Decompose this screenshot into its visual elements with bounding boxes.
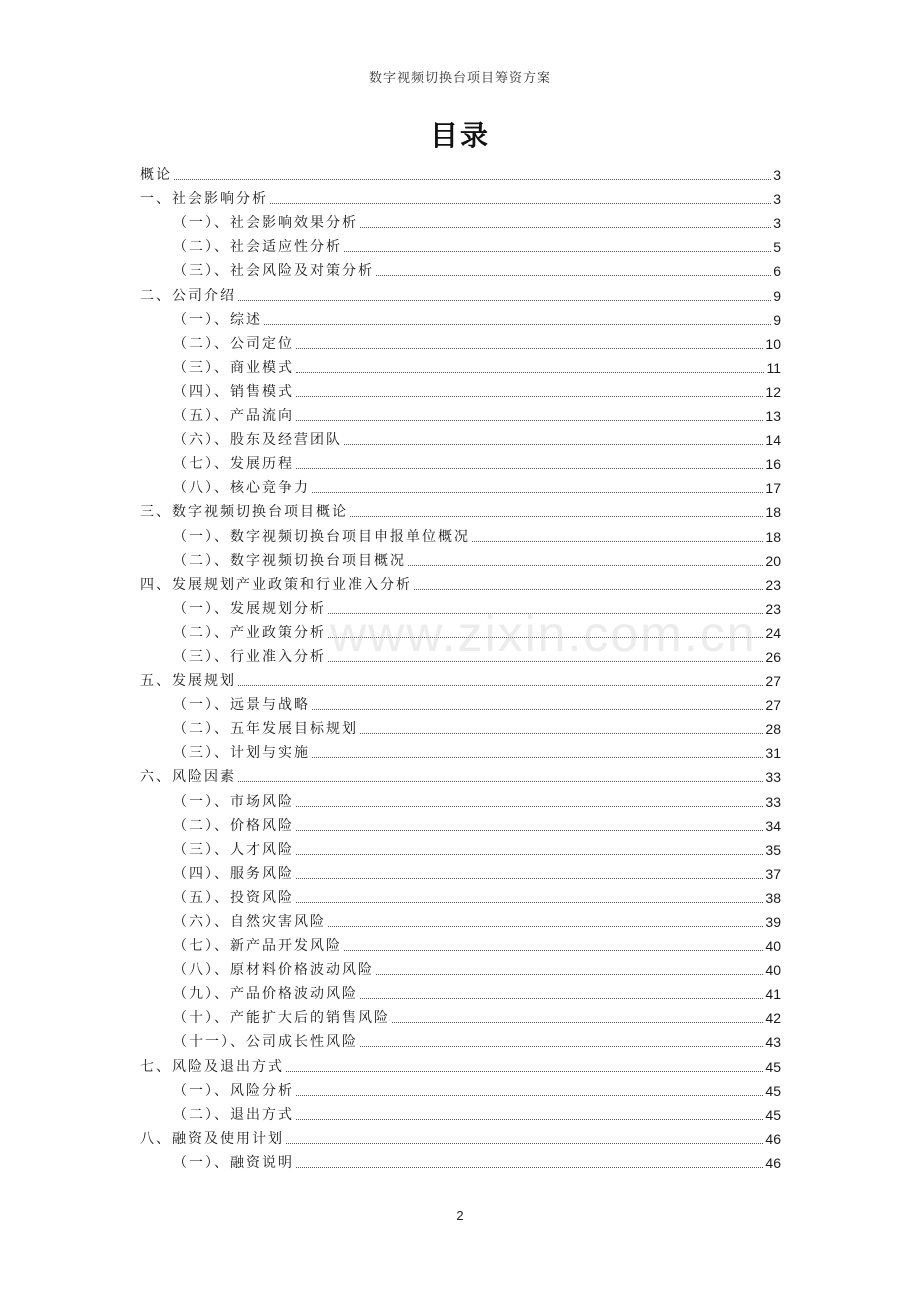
toc-entry-label: （三）、计划与实施 bbox=[173, 745, 310, 762]
watermark: www.zixin.com.cn bbox=[330, 606, 757, 662]
toc-entry-page: 43 bbox=[765, 1034, 781, 1051]
toc-entry-label: 八、融资及使用计划 bbox=[140, 1130, 284, 1147]
toc-entry-page: 3 bbox=[773, 167, 781, 184]
toc-entry[interactable] bbox=[140, 763, 781, 787]
dot-leader bbox=[344, 444, 763, 445]
dot-leader bbox=[408, 565, 763, 566]
dot-leader bbox=[296, 1119, 763, 1120]
toc-entry-label: 二、公司介绍 bbox=[140, 287, 236, 304]
toc-entry-label: （六）、自然灾害风险 bbox=[173, 914, 326, 930]
dot-leader bbox=[296, 348, 763, 349]
toc-entry-label: （三）、商业模式 bbox=[173, 359, 294, 376]
toc-entry[interactable] bbox=[140, 426, 781, 450]
toc-entry-page: 46 bbox=[765, 1154, 781, 1171]
dot-leader bbox=[360, 733, 763, 734]
toc-entry-label: 五、发展规划 bbox=[140, 673, 236, 690]
dot-leader bbox=[360, 227, 771, 228]
toc-entry[interactable] bbox=[140, 161, 781, 185]
toc-entry-label: 概论 bbox=[140, 167, 172, 184]
dot-leader bbox=[296, 1095, 763, 1096]
toc-entry-label: （四）、销售模式 bbox=[173, 383, 294, 400]
toc-entry[interactable] bbox=[140, 257, 781, 281]
toc-entry-label: （一）、远景与战略 bbox=[173, 697, 310, 714]
toc-entry-page: 9 bbox=[773, 287, 781, 304]
dot-leader bbox=[344, 251, 771, 252]
toc-entry-label: （九）、产品价格波动风险 bbox=[173, 986, 358, 1003]
toc-entry-label: （五）、产品流向 bbox=[173, 408, 294, 425]
toc-entry[interactable] bbox=[140, 1149, 781, 1173]
toc-entry-page: 42 bbox=[765, 1010, 781, 1027]
toc-entry-label: 六、风险因素 bbox=[140, 769, 236, 786]
toc-entry[interactable] bbox=[140, 1101, 781, 1125]
toc-entry-page: 17 bbox=[765, 480, 781, 497]
toc-entry[interactable] bbox=[140, 498, 781, 522]
toc-title: 目录 bbox=[429, 119, 490, 152]
toc-entry-label: （二）、价格风险 bbox=[173, 817, 294, 834]
toc-entry-page: 3 bbox=[773, 215, 781, 232]
toc-entry[interactable] bbox=[140, 932, 781, 956]
toc-entry[interactable] bbox=[140, 378, 781, 402]
dot-leader bbox=[472, 541, 763, 542]
dot-leader bbox=[328, 926, 763, 927]
toc-entry[interactable] bbox=[140, 836, 781, 860]
toc-entry-label: （一）、融资说明 bbox=[173, 1154, 294, 1171]
toc-entry-label: （一）、综述 bbox=[173, 311, 262, 328]
toc-entry[interactable] bbox=[140, 595, 781, 619]
toc-entry-page: 24 bbox=[765, 624, 781, 641]
toc-entry-page: 27 bbox=[765, 697, 781, 714]
toc-entry-page: 12 bbox=[765, 383, 781, 400]
toc-entry-page: 11 bbox=[766, 359, 781, 376]
toc-entry-label: （八）、原材料价格波动风险 bbox=[173, 962, 374, 979]
toc-entry[interactable] bbox=[140, 281, 781, 305]
toc-entry[interactable] bbox=[140, 547, 781, 571]
toc-entry-label: （一）、社会影响效果分析 bbox=[173, 215, 358, 232]
toc-entry-page: 18 bbox=[765, 504, 781, 521]
toc-entry[interactable] bbox=[140, 980, 781, 1004]
toc-entry[interactable] bbox=[140, 1125, 781, 1149]
dot-leader bbox=[296, 854, 763, 855]
dot-leader bbox=[296, 372, 764, 373]
dot-leader bbox=[328, 613, 763, 614]
toc-entry[interactable] bbox=[140, 787, 781, 811]
toc-entry-page: 38 bbox=[765, 889, 781, 906]
toc-entry-page: 5 bbox=[773, 239, 781, 256]
toc-entry[interactable] bbox=[140, 233, 781, 257]
toc-entry-page: 41 bbox=[765, 986, 781, 1003]
toc-entry-page: 31 bbox=[765, 745, 781, 762]
toc-entry-page: 28 bbox=[765, 721, 781, 738]
table-of-contents bbox=[140, 161, 781, 1173]
dot-leader bbox=[296, 806, 763, 807]
toc-entry-label: （十一）、公司成长性风险 bbox=[173, 1034, 358, 1051]
toc-entry[interactable] bbox=[140, 1077, 781, 1101]
dot-leader bbox=[264, 324, 771, 325]
dot-leader bbox=[296, 420, 763, 421]
toc-entry-label: （一）、市场风险 bbox=[173, 793, 294, 810]
toc-entry-page: 10 bbox=[765, 335, 781, 352]
toc-entry-label: （一）、发展规划分析 bbox=[173, 600, 326, 617]
toc-entry[interactable] bbox=[140, 1004, 781, 1028]
toc-entry[interactable] bbox=[140, 450, 781, 474]
toc-entry-label: （三）、人才风险 bbox=[173, 841, 294, 858]
toc-entry-page: 26 bbox=[765, 648, 781, 665]
toc-entry-label: 七、风险及退出方式 bbox=[140, 1058, 284, 1075]
toc-entry-page: 6 bbox=[773, 263, 781, 280]
dot-leader bbox=[414, 589, 763, 590]
dot-leader bbox=[312, 709, 763, 710]
toc-entry-label: （三）、社会风险及对策分析 bbox=[173, 263, 374, 280]
toc-entry-page: 3 bbox=[773, 191, 781, 208]
toc-entry[interactable] bbox=[140, 185, 781, 209]
toc-entry-label: （六）、股东及经营团队 bbox=[173, 432, 342, 449]
toc-entry-label: （一）、数字视频切换台项目申报单位概况 bbox=[173, 528, 470, 545]
toc-entry-page: 39 bbox=[765, 914, 781, 930]
toc-entry[interactable] bbox=[140, 571, 781, 595]
toc-entry-page: 13 bbox=[765, 408, 781, 425]
toc-entry-label: （二）、五年发展目标规划 bbox=[173, 721, 358, 738]
toc-entry-page: 23 bbox=[765, 600, 781, 617]
toc-entry[interactable] bbox=[140, 619, 781, 643]
toc-entry-label: （八）、核心竞争力 bbox=[173, 480, 310, 497]
toc-entry[interactable] bbox=[140, 715, 781, 739]
toc-entry[interactable] bbox=[140, 306, 781, 330]
dot-leader bbox=[286, 1071, 763, 1072]
toc-entry-label: （三）、行业准入分析 bbox=[173, 648, 326, 665]
toc-entry[interactable] bbox=[140, 860, 781, 884]
dot-leader bbox=[286, 1143, 763, 1144]
toc-entry-page: 34 bbox=[765, 817, 781, 834]
toc-entry-page: 16 bbox=[765, 456, 781, 473]
dot-leader bbox=[360, 998, 763, 999]
toc-entry-label: 一、社会影响分析 bbox=[140, 191, 268, 208]
toc-entry-page: 45 bbox=[765, 1058, 781, 1075]
toc-entry-page: 35 bbox=[765, 841, 781, 858]
toc-entry[interactable] bbox=[140, 209, 781, 233]
toc-entry-label: （二）、数字视频切换台项目概况 bbox=[173, 552, 406, 569]
dot-leader bbox=[296, 468, 763, 469]
dot-leader bbox=[296, 1167, 763, 1168]
toc-entry-page: 20 bbox=[765, 552, 781, 569]
page-number: 2 bbox=[456, 1208, 464, 1223]
dot-leader bbox=[296, 902, 763, 903]
toc-entry-label: （四）、服务风险 bbox=[173, 865, 294, 882]
toc-entry[interactable] bbox=[140, 643, 781, 667]
toc-entry-page: 33 bbox=[765, 769, 781, 786]
dot-leader bbox=[392, 1022, 763, 1023]
toc-entry-label: （二）、社会适应性分析 bbox=[173, 239, 342, 256]
dot-leader bbox=[238, 300, 771, 301]
toc-entry-page: 40 bbox=[765, 962, 781, 979]
toc-entry[interactable] bbox=[140, 691, 781, 715]
dot-leader bbox=[270, 203, 771, 204]
toc-entry-label: （二）、产业政策分析 bbox=[173, 624, 326, 641]
dot-leader bbox=[328, 661, 763, 662]
toc-entry-label: （七）、新产品开发风险 bbox=[173, 938, 342, 955]
toc-entry-label: （五）、投资风险 bbox=[173, 889, 294, 906]
toc-entry[interactable] bbox=[140, 667, 781, 691]
toc-entry-label: （一）、风险分析 bbox=[173, 1082, 294, 1099]
dot-leader bbox=[328, 637, 763, 638]
toc-entry-page: 18 bbox=[765, 528, 781, 545]
toc-entry[interactable] bbox=[140, 884, 781, 908]
running-header: 数字视频切换台项目筹资方案 bbox=[368, 71, 551, 86]
toc-entry-page: 33 bbox=[765, 793, 781, 810]
toc-entry-page: 45 bbox=[765, 1106, 781, 1123]
toc-entry-page: 37 bbox=[765, 865, 781, 882]
toc-entry[interactable] bbox=[140, 739, 781, 763]
toc-entry-page: 23 bbox=[765, 576, 781, 593]
dot-leader bbox=[238, 685, 763, 686]
dot-leader bbox=[296, 830, 763, 831]
toc-entry[interactable] bbox=[140, 330, 781, 354]
dot-leader bbox=[360, 1046, 763, 1047]
dot-leader bbox=[174, 179, 771, 180]
dot-leader bbox=[344, 950, 763, 951]
dot-leader bbox=[376, 275, 771, 276]
toc-entry-page: 45 bbox=[765, 1082, 781, 1099]
dot-leader bbox=[312, 757, 763, 758]
toc-entry[interactable] bbox=[140, 354, 781, 378]
toc-entry-page: 14 bbox=[765, 432, 781, 449]
toc-entry-page: 27 bbox=[765, 673, 781, 690]
toc-entry-page: 9 bbox=[773, 311, 781, 328]
dot-leader bbox=[238, 781, 763, 782]
toc-entry[interactable] bbox=[140, 474, 781, 498]
dot-leader bbox=[296, 396, 763, 397]
toc-entry[interactable] bbox=[140, 812, 781, 836]
toc-entry-label: （二）、公司定位 bbox=[173, 335, 294, 352]
toc-entry[interactable] bbox=[140, 522, 781, 546]
toc-entry[interactable] bbox=[140, 908, 781, 932]
toc-entry-page: 46 bbox=[765, 1130, 781, 1147]
toc-entry-label: （十）、产能扩大后的销售风险 bbox=[173, 1010, 390, 1027]
dot-leader bbox=[296, 878, 763, 879]
toc-entry[interactable] bbox=[140, 402, 781, 426]
toc-entry[interactable] bbox=[140, 1028, 781, 1052]
toc-entry[interactable] bbox=[140, 1052, 781, 1076]
toc-entry-label: 三、数字视频切换台项目概论 bbox=[140, 504, 348, 521]
toc-entry-page: 40 bbox=[765, 938, 781, 955]
toc-entry-label: 四、发展规划产业政策和行业准入分析 bbox=[140, 576, 412, 593]
toc-entry[interactable] bbox=[140, 956, 781, 980]
dot-leader bbox=[376, 974, 763, 975]
dot-leader bbox=[312, 492, 763, 493]
toc-entry-label: （七）、发展历程 bbox=[173, 456, 294, 473]
toc-entry-label: （二）、退出方式 bbox=[173, 1106, 294, 1123]
dot-leader bbox=[350, 516, 763, 517]
